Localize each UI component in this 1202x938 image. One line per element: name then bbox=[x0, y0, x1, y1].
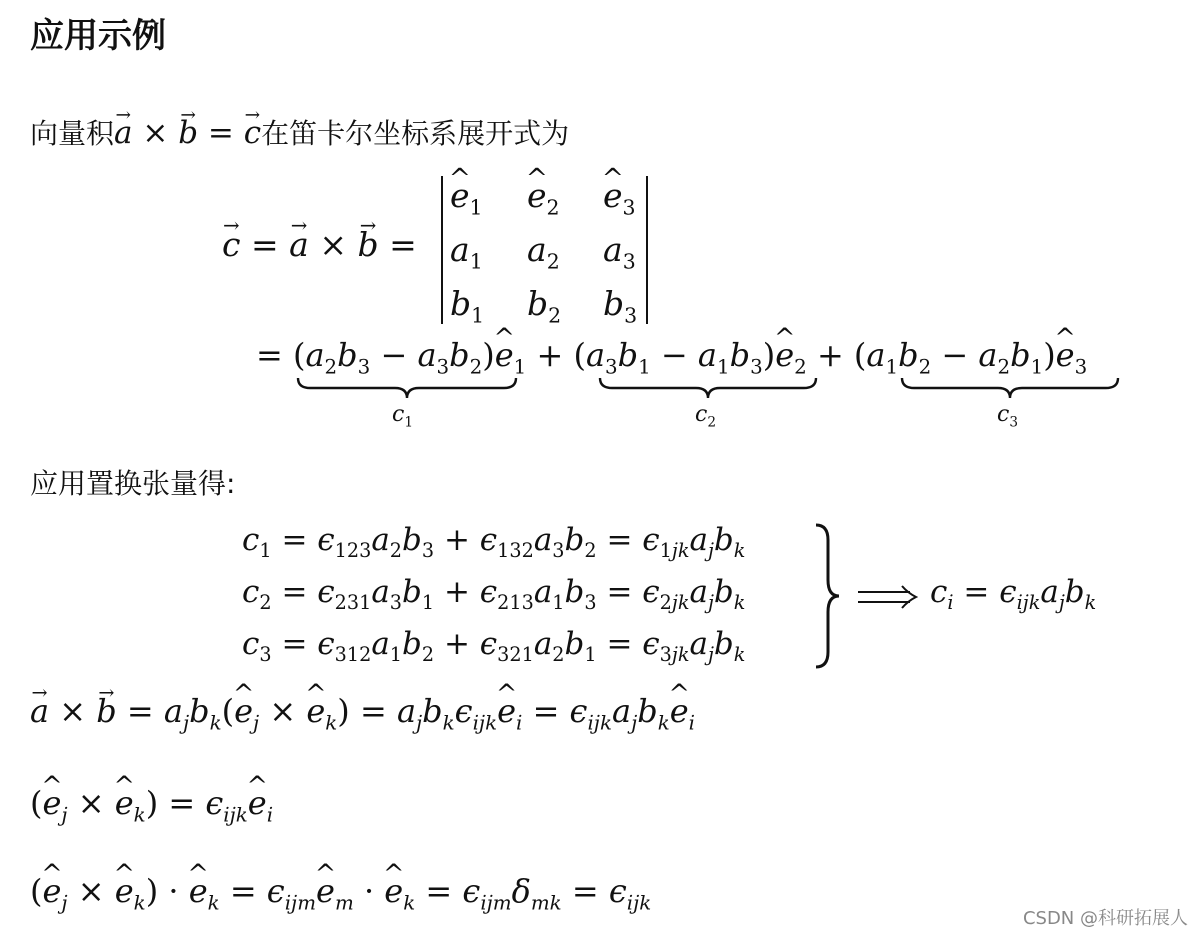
det-a2: $a_2$ bbox=[527, 230, 560, 274]
permutation-intro: 应用置换张量得: bbox=[30, 467, 236, 500]
watermark: CSDN @科研拓展人 bbox=[1022, 908, 1188, 929]
intro-formula: → a × → b = → c bbox=[114, 115, 261, 151]
det-a3: $a_3$ bbox=[603, 230, 636, 274]
brace-label-c1: $c_1$ bbox=[392, 402, 413, 431]
intro-line bbox=[30, 112, 569, 152]
eq-basis-cross: (^ $e_j$ × ^ $e_k$) = $\epsilon_{ijk}\^{}$ $e_i$ bbox=[30, 784, 273, 822]
det-e2: ^ $e_2$ bbox=[527, 176, 560, 215]
intro-suffix: 在笛卡尔坐标系展开式为 bbox=[261, 117, 570, 150]
underbrace-c2 bbox=[598, 376, 818, 400]
eq-dot-identity: (^ $e_j$ × ^ $e_k$) · ^ $e_k$ = $\epsilon_{ijm}\^{}$ $e_m$ · ^ $e_k = \epsilon_{ijm}\delta_{mk} = \epsilon_{ijk}$ bbox=[30, 872, 651, 910]
eq-c2: $c_2 = \epsilon_{231}a_3b_1 + \epsilon_{213}a_1b_3 = \epsilon_{2jk}a_jb_k$ bbox=[242, 574, 746, 615]
eq-cross-product-index: → a × → $b = a_jb_k(\^{}$ $e_j$ × ^ $e_k$) = $a_jb_k\epsilon_{ijk}\^{}$ $e_i$ = $\epsilon_{ijk}a_jb_k\^{}$ $e_i$ bbox=[30, 692, 695, 730]
det-right-bar bbox=[646, 176, 648, 324]
intro-prefix: 向量积 bbox=[30, 117, 115, 150]
det-b1: $b_1$ bbox=[450, 284, 485, 328]
det-e3: ^ $e_3$ bbox=[603, 176, 636, 215]
underbrace-c3 bbox=[900, 376, 1120, 400]
eq-c1: $c_1 = \epsilon_{123}a_2b_3 + \epsilon_{132}a_3b_2 = \epsilon_{1jk}a_jb_k$ bbox=[242, 522, 746, 563]
implies-arrow-icon bbox=[856, 585, 918, 609]
system-right-brace bbox=[812, 522, 842, 670]
det-b2: $b_2$ bbox=[527, 284, 562, 328]
brace-label-c2: $c_2$ bbox=[695, 402, 716, 431]
det-left-bar bbox=[441, 176, 443, 324]
underbrace-c1 bbox=[296, 376, 518, 400]
det-e1: ^ $e_1$ bbox=[450, 176, 483, 215]
det-a1: $a_1$ bbox=[450, 230, 483, 274]
expansion-line: = ($a_2b_3$ − $a_3b_2)\^{}$ $e_1 + (a_3b_1$ − $a_1b_3)\^{}$ $e_2 + (a_1b_2$ − $a_2b_1)\^{}$ $e_3$ bbox=[256, 336, 1087, 374]
section-heading: 应用示例 bbox=[30, 16, 166, 56]
eq-c3: $c_3 = \epsilon_{312}a_1b_2 + \epsilon_{321}a_2b_1 = \epsilon_{3jk}a_jb_k$ bbox=[242, 626, 746, 667]
det-b3: $b_3$ bbox=[603, 284, 638, 328]
det-lhs: → c = → a × → b = bbox=[222, 225, 417, 264]
brace-label-c3: $c_3$ bbox=[997, 402, 1018, 431]
eq-ci-result: $c_i = \epsilon_{ijk}a_jb_k$ bbox=[930, 574, 1097, 615]
